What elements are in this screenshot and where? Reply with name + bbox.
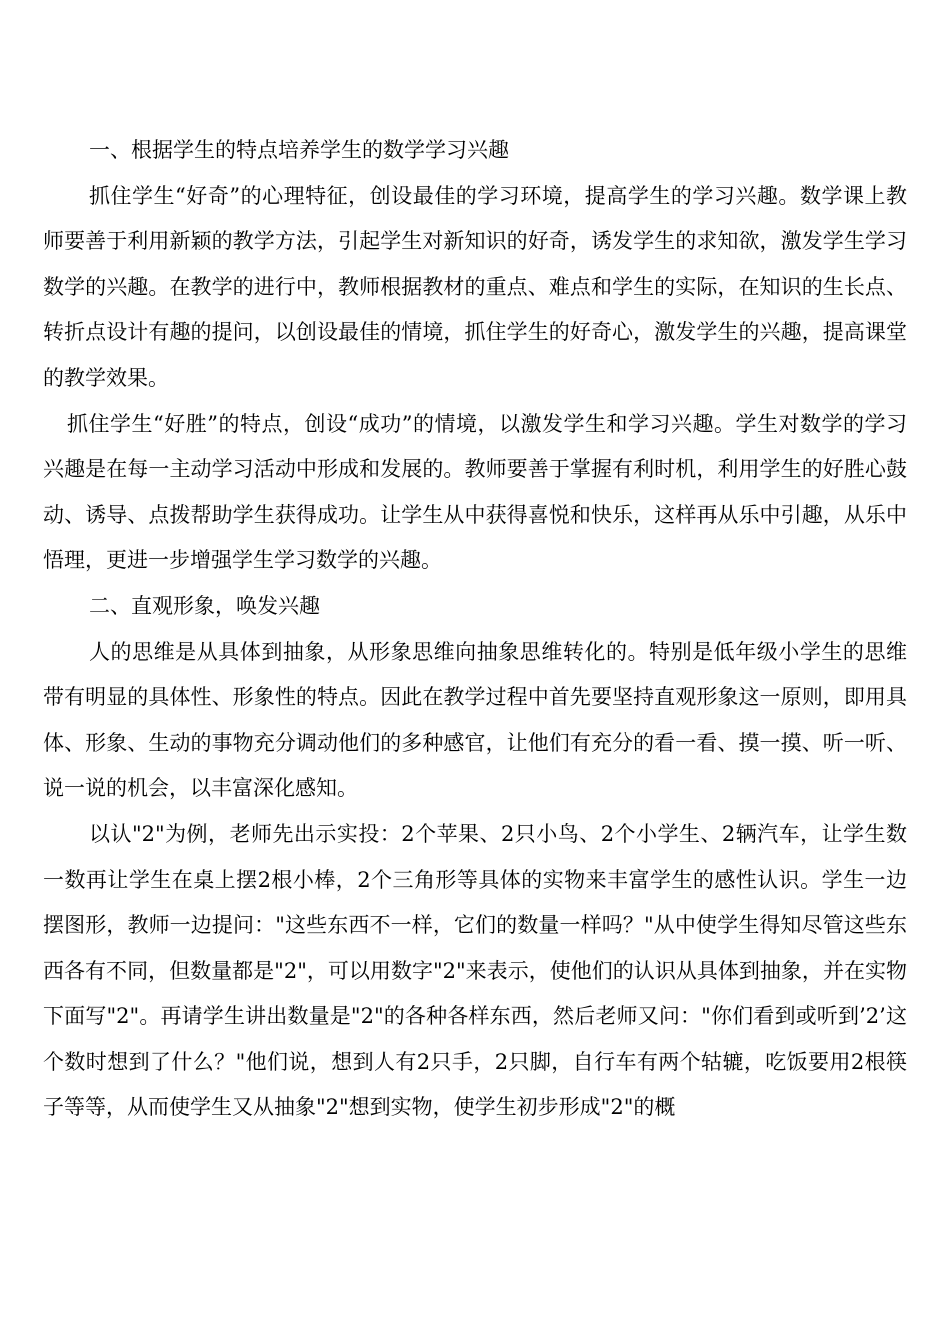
paragraph-curiosity: 抓住学生“好奇”的心理特征，创设最佳的学习环境，提高学生的学习兴趣。数学课上教师要善于利用新颖的教学方法，引起学生对新知识的好奇，诱发学生的求知欲，激发学生学习数学的兴趣。在教学的进行中，教师根据教材的重点、难点和学生的实际，在知识的生长点、转折点设计有趣的提问，以创设最佳的情境，抓住学生的好奇心，激发学生的兴趣，提高课堂的教学效果。 [43, 183, 907, 390]
paragraph-example-two: 以认"2"为例，老师先出示实投：2个苹果、2只小鸟、2个小学生、2辆汽车，让学生数一数再让学生在桌上摆2根小棒，2个三角形等具体的实物来丰富学生的感性认识。学生一边摆图形，教师一边提问："这些东西不一样，它们的数量一样吗？"从中使学生得知尽管这些东西各有不同，但数量都是"2"，可以用数字"2"来表示，使他们的认识从具体到抽象，并在实物下面写"2"。再请学生讲出数量是"2"的各种各样东西，然后老师又问："你们看到或听到’2’这个数时想到了什么？"他们说，想到人有2只手，2只脚，自行车有两个轱辘，吃饭要用2根筷子等等，从而使学生又从抽象"2"想到实物，使学生初步形成"2"的概 [43, 821, 907, 1120]
section-heading-1: 一、根据学生的特点培养学生的数学学习兴趣 [89, 138, 509, 162]
document-body [43, 128, 907, 1131]
paragraph-thinking: 人的思维是从具体到抽象，从形象思维向抽象思维转化的。特别是低年级小学生的思维带有明显的具体性、形象性的特点。因此在教学过程中首先要坚持直观形象这一原则，即用具体、形象、生动的事物充分调动他们的多种感官，让他们有充分的看一看、摸一摸、听一听、说一说的机会，以丰富深化感知。 [43, 639, 907, 801]
paragraph-competitiveness: 抓住学生“好胜”的特点，创设“成功”的情境，以激发学生和学习兴趣。学生对数学的学习兴趣是在每一主动学习活动中形成和发展的。教师要善于掌握有利时机，利用学生的好胜心鼓动、诱导、点拨帮助学生获得成功。让学生从中获得喜悦和快乐，这样再从乐中引趣，从乐中悟理，更进一步增强学生学习数学的兴趣。 [43, 411, 907, 573]
section-heading-2: 二、直观形象，唤发兴趣 [89, 593, 320, 618]
